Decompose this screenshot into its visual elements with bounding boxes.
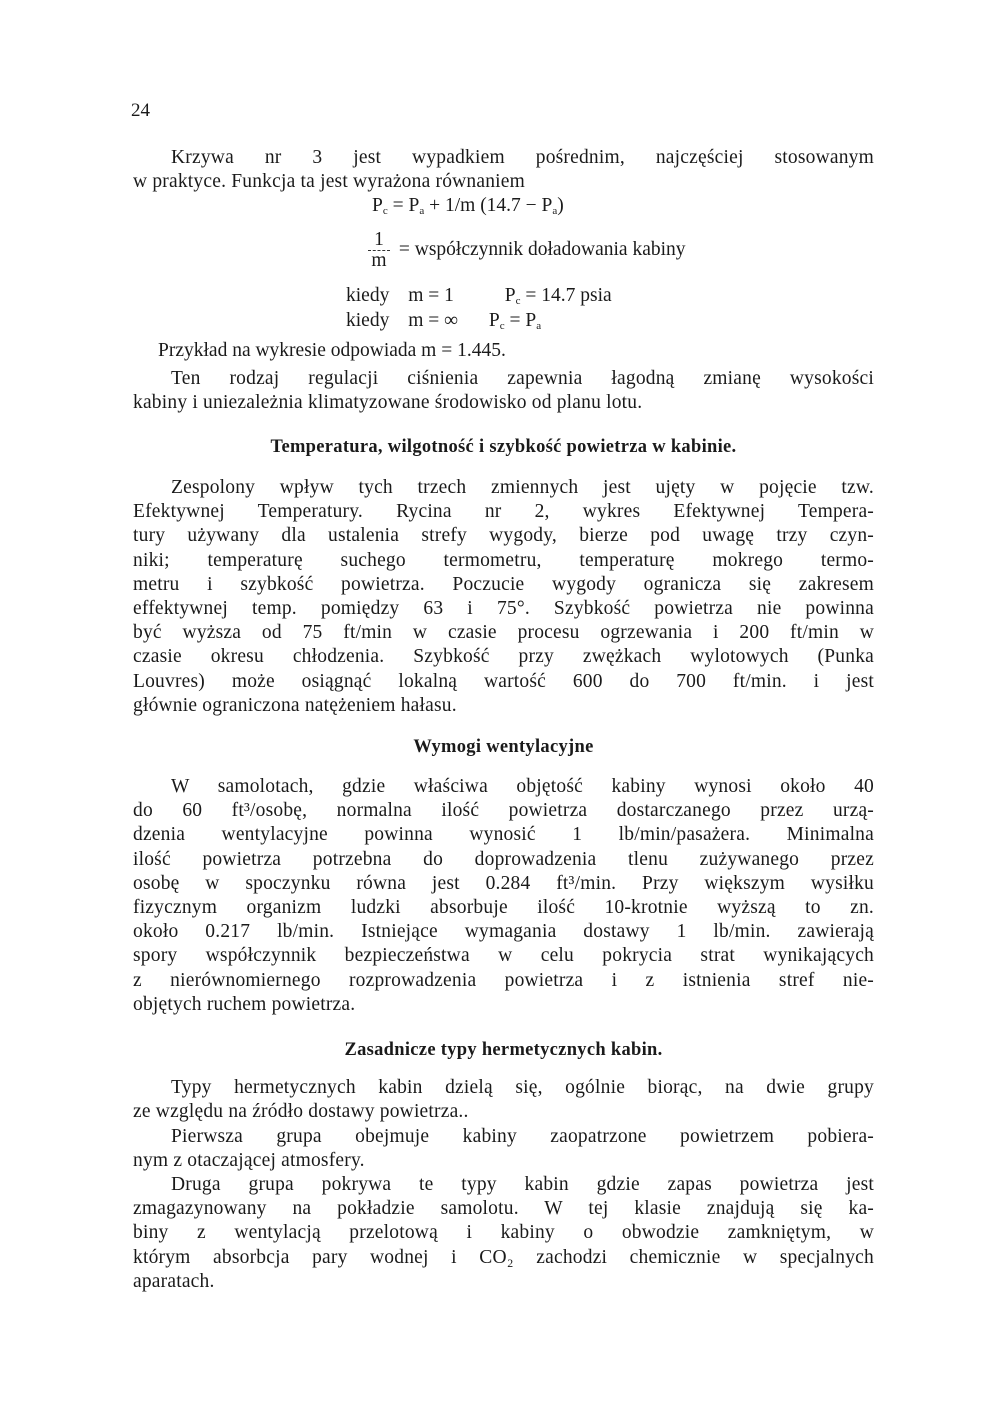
eq-text: m = 1 (408, 285, 454, 306)
text-line: czasie okresu chłodzenia. Szybkość przy zwężkach wylotowych (Punka (133, 646, 874, 668)
text-line: objętych ruchem powietrza. (133, 993, 356, 1015)
text-line: osobę w spoczynku równa jest 0.284 ft³/min. Przy większym wysiłku (133, 872, 874, 894)
eq-subscript: c (515, 295, 521, 307)
text-line: Pierwsza grupa obejmuje kabiny zaopatrzone powietrzem pobiera- (171, 1126, 874, 1147)
text-line: biny z wentylacją przelotową i kabiny o obwodzie zamkniętym, w (133, 1222, 874, 1244)
text-line: zmagazynowany na pokładzie samolotu. W tej klasie znajdują się ka- (133, 1198, 874, 1220)
text-line: ze względu na źródło dostawy powietrza.. (133, 1101, 469, 1123)
example-line: Przykład na wykresie odpowiada m = 1.445. (158, 340, 506, 361)
equation-fraction (368, 231, 686, 270)
text-line: tury używany dla ustalenia strefy wygody, bierze pod uwagę trzy czyn- (133, 525, 874, 547)
types-paragraph-3 (133, 1173, 874, 1294)
text-line: Typy hermetycznych kabin dzielą się, ogólnie biorąc, na dwie grupy (171, 1077, 874, 1098)
eq-subscript: c (499, 320, 505, 332)
section-heading-temperature: Temperatura, wilgotność i szybkość powietrza w kabinie. (270, 437, 737, 457)
eq-subscript: a (536, 320, 542, 332)
ventilation-paragraph (133, 775, 874, 1017)
eq-symbol: P (488, 310, 500, 331)
page-number: 24 (131, 100, 150, 121)
section-heading-ventilation: Wymogi wentylacyjne (413, 737, 594, 757)
text-line: kabiny i uniezależnia klimatyzowane środowisko od planu lotu. (133, 392, 643, 414)
text-line: Ten rodzaj regulacji ciśnienia zapewnia łagodną zmianę wysokości (171, 368, 874, 389)
text-line: metru i szybkość powietrza. Poczucie wygody ogranicza się zakresem (133, 573, 874, 595)
eq-text: kiedy (346, 310, 390, 331)
text-line: Efektywnej Temperatury. Rycina nr 2, wykres Efektywnej Tempera- (133, 501, 874, 523)
eq-text: = współczynnik doładowania kabiny (398, 238, 686, 260)
types-paragraph-1 (133, 1076, 874, 1124)
text-line: niki; temperaturę suchego termometru, temperaturę mokrego termo- (133, 549, 874, 571)
text-line: Louvres) może osiągnąć lokalną wartość 600 do 700 ft/min. i jest (133, 670, 874, 692)
text-line: około 0.217 lb/min. Istniejące wymagania dostawy 1 lb/min. zawierają (133, 921, 874, 943)
temperature-paragraph (133, 476, 874, 718)
fraction-numerator: 1 (374, 229, 384, 250)
eq-result (505, 285, 612, 306)
text-line: dzenia wentylacyjne powinna wynosić 1 lb/min/pasażera. Minimalna (133, 824, 874, 846)
eq-symbol: P (372, 195, 383, 216)
eq-result (489, 310, 541, 331)
section-heading-types: Zasadnicze typy hermetycznych kabin. (344, 1040, 663, 1060)
text-line: z nierównomiernego rozprowadzenia powietrza i z istnienia stref nie- (133, 969, 874, 991)
equation-case-1 (346, 285, 612, 307)
eq-text: kiedy (346, 285, 390, 306)
text-line: spory współczynnik bezpieczeństwa w celu pokrycia strat wynikających (133, 945, 874, 967)
eq-subscript: c (382, 205, 388, 217)
text-line: nym z otaczającej atmosfery. (133, 1150, 365, 1172)
fraction (368, 231, 390, 270)
eq-text: = P (504, 310, 537, 331)
eq-subscript: a (552, 205, 558, 217)
fraction-denominator: m (371, 250, 387, 271)
equation-case-2 (346, 310, 541, 332)
eq-text: = 14.7 psia (520, 285, 612, 306)
text-line: w praktyce. Funkcja ta jest wyrażona równaniem (133, 171, 526, 193)
eq-subscript: a (419, 205, 425, 217)
eq-text: + 1/m (14.7 − P (424, 195, 553, 216)
eq-text: ) (557, 195, 564, 216)
text-line: aparatach. (133, 1270, 215, 1292)
eq-symbol: P (504, 285, 516, 306)
text-line: Druga grupa pokrywa te typy kabin gdzie zapas powietrza jest (171, 1174, 874, 1195)
intro-paragraph (133, 146, 874, 194)
text-line: Krzywa nr 3 jest wypadkiem pośrednim, najczęściej stosowanym (171, 147, 874, 168)
text-line: Zespolony wpływ tych trzech zmiennych jest ujęty w pojęcie tzw. (171, 477, 874, 498)
text-line: którym absorbcja pary wodnej i CO₂ zachodzi chemicznie w specjalnych (133, 1246, 874, 1268)
eq-text: = P (387, 195, 420, 216)
equation-main (372, 195, 564, 217)
types-paragraph-2 (133, 1125, 874, 1173)
text-line: W samolotach, gdzie właściwa objętość kabiny wynosi około 40 (171, 776, 874, 797)
eq-text: m = ∞ (408, 310, 459, 331)
regulation-paragraph (133, 367, 874, 415)
text-line: fizycznym organizm ludzki absorbuje ilość 10-krotnie wyższą to zn. (133, 896, 874, 918)
text-line: do 60 ft³/osobę, normalna ilość powietrza dostarczanego przez urzą- (133, 800, 874, 822)
text-line: effektywnej temp. pomiędzy 63 i 75°. Szybkość powietrza nie powinna (133, 597, 874, 619)
text-line: ilość powietrza potrzebna do doprowadzenia tlenu zużywanego przez (133, 848, 874, 870)
text-line: być wyższa od 75 ft/min w czasie procesu ogrzewania i 200 ft/min w (133, 622, 874, 644)
text-line: głównie ograniczona natężeniem hałasu. (133, 694, 457, 716)
